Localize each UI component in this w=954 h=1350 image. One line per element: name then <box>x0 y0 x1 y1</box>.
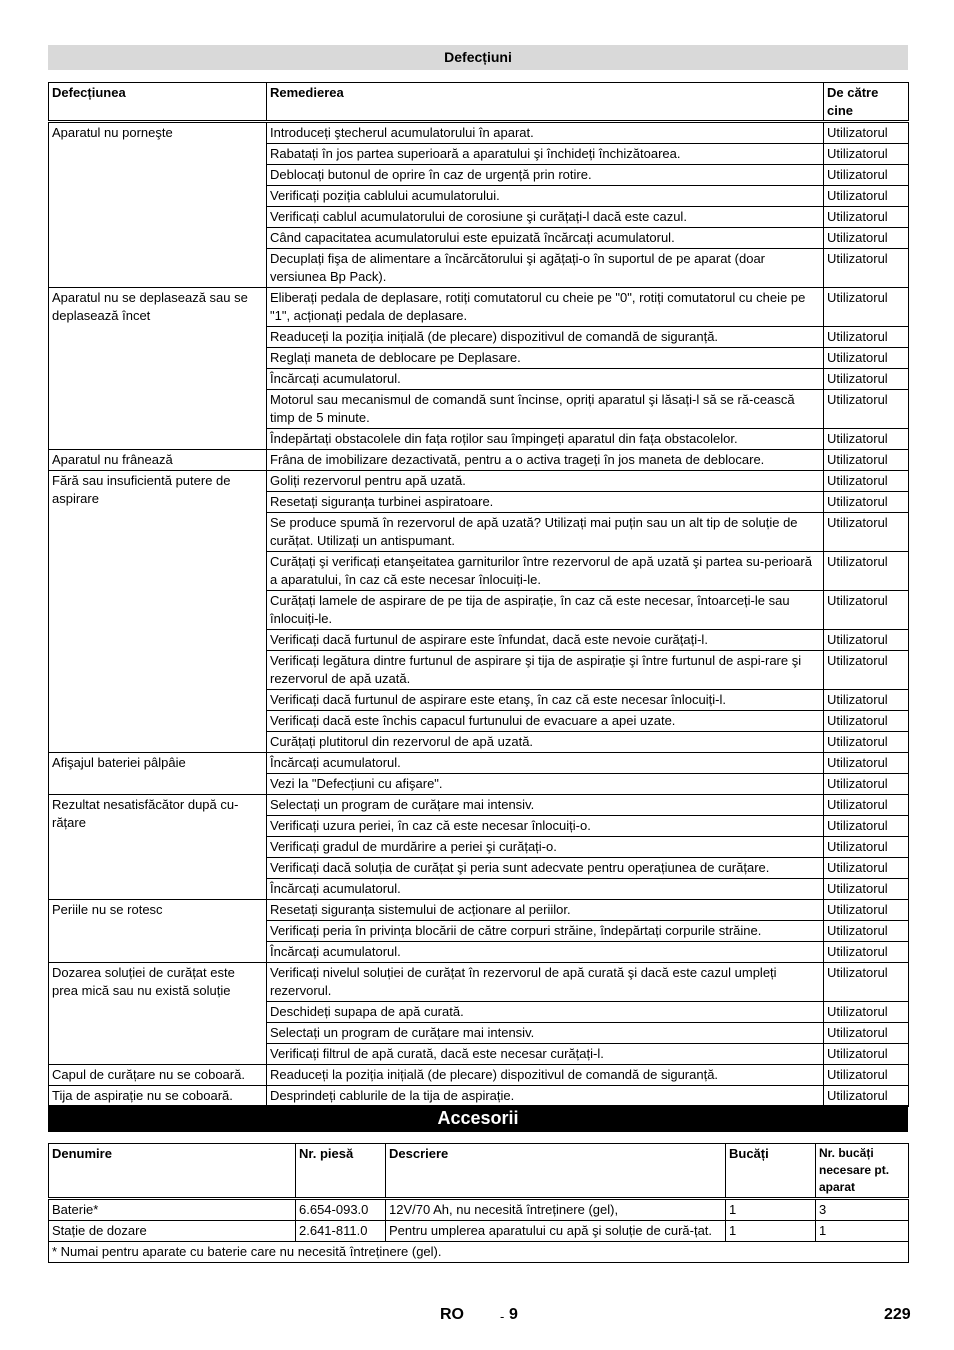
table-row <box>49 1221 909 1242</box>
accessory-cell: 6.654-093.0 <box>296 1199 386 1221</box>
by-whom-cell: Utilizatorul <box>824 795 909 816</box>
remedy-cell: Verificați filtrul de apă curată, dacă este necesar curățați-l. <box>267 1044 824 1065</box>
remedy-cell: Motorul sau mecanismul de comandă sunt încinse, opriți aparatul şi lăsați-l să se ră-cească timp de 5 minute. <box>267 390 824 429</box>
by-whom-cell: Utilizatorul <box>824 513 909 552</box>
by-whom-cell: Utilizatorul <box>824 963 909 1002</box>
by-whom-cell: Utilizatorul <box>824 900 909 921</box>
remedy-cell: Încărcați acumulatorul. <box>267 753 824 774</box>
by-whom-cell: Utilizatorul <box>824 348 909 369</box>
accessory-cell: 3 <box>816 1199 909 1221</box>
remedy-cell: Verificați uzura periei, în caz că este necesar înlocuiți-o. <box>267 816 824 837</box>
footnote: * Numai pentru aparate cu baterie care nu necesită întreținere (gel). <box>49 1242 909 1263</box>
footer-section-page: 9 <box>509 1306 518 1323</box>
footer-page-number: 229 <box>884 1306 911 1323</box>
remedy-cell: Verificați legătura dintre furtunul de aspirare şi tija de aspirație şi între furtunul de aspi-rare şi rezervorul de apă uzată. <box>267 651 824 690</box>
fault-cell: Dozarea soluției de curățat este prea mică sau nu există soluție <box>49 963 267 1065</box>
faults-table <box>48 82 909 1107</box>
header-name: Denumire <box>49 1144 296 1199</box>
by-whom-cell: Utilizatorul <box>824 327 909 348</box>
remedy-cell: Deschideți supapa de apă curată. <box>267 1002 824 1023</box>
accessory-cell: 1 <box>726 1221 816 1242</box>
remedy-cell: Readuceți la poziția inițială (de plecare) dispozitivul de comandă de siguranță. <box>267 327 824 348</box>
faults-body <box>49 122 909 1107</box>
remedy-cell: Frâna de imobilizare dezactivată, pentru a o activa trageți în jos maneta de deblocare. <box>267 450 824 471</box>
by-whom-cell: Utilizatorul <box>824 122 909 144</box>
by-whom-cell: Utilizatorul <box>824 552 909 591</box>
table-row <box>49 122 909 144</box>
by-whom-cell: Utilizatorul <box>824 921 909 942</box>
header-part-no: Nr. piesă <box>296 1144 386 1199</box>
table-row <box>49 795 909 816</box>
remedy-cell: Verificați dacă soluția de curățat şi peria sunt adecvate pentru operațiunea de curățare. <box>267 858 824 879</box>
accessory-cell: Baterie* <box>49 1199 296 1221</box>
accessory-cell: 12V/70 Ah, nu necesită întreținere (gel), <box>386 1199 726 1221</box>
table-row <box>49 288 909 327</box>
by-whom-cell: Utilizatorul <box>824 858 909 879</box>
table-row <box>49 963 909 1002</box>
section-title-accesorii: Accesorii <box>48 1105 908 1132</box>
remedy-cell: Verificați dacă furtunul de aspirare este etanş, în caz că este necesar înlocuiți-l. <box>267 690 824 711</box>
by-whom-cell: Utilizatorul <box>824 1065 909 1086</box>
by-whom-cell: Utilizatorul <box>824 228 909 249</box>
footnote-row <box>49 1242 909 1263</box>
remedy-cell: Selectați un program de curățare mai intensiv. <box>267 795 824 816</box>
by-whom-cell: Utilizatorul <box>824 753 909 774</box>
remedy-cell: Rabatați în jos partea superioară a aparatului şi închideți închizătoarea. <box>267 144 824 165</box>
by-whom-cell: Utilizatorul <box>824 879 909 900</box>
remedy-cell: Vezi la "Defecțiuni cu afişare". <box>267 774 824 795</box>
remedy-cell: Verificați nivelul soluției de curățat în rezervorul de apă curată şi dacă este cazul umpleți rezervorul. <box>267 963 824 1002</box>
header-fault: Defecțiunea <box>49 83 267 122</box>
by-whom-cell: Utilizatorul <box>824 165 909 186</box>
remedy-cell: Resetați siguranța turbinei aspiratoare. <box>267 492 824 513</box>
by-whom-cell: Utilizatorul <box>824 249 909 288</box>
by-whom-cell: Utilizatorul <box>824 1023 909 1044</box>
remedy-cell: Încărcați acumulatorul. <box>267 369 824 390</box>
header-description: Descriere <box>386 1144 726 1199</box>
by-whom-cell: Utilizatorul <box>824 837 909 858</box>
header-pieces: Bucăți <box>726 1144 816 1199</box>
accessories-header-row <box>49 1144 909 1199</box>
by-whom-cell: Utilizatorul <box>824 186 909 207</box>
by-whom-cell: Utilizatorul <box>824 429 909 450</box>
section-title-defectiuni: Defecțiuni <box>48 45 908 70</box>
accessory-cell: Stație de dozare <box>49 1221 296 1242</box>
remedy-cell: Verificați dacă este închis capacul furtunului de evacuare a apei uzate. <box>267 711 824 732</box>
remedy-cell: Eliberați pedala de deplasare, rotiți comutatorul cu cheie pe "0", rotiți comutatorul cu cheie pe "1", acționați pedala de deplasare. <box>267 288 824 327</box>
remedy-cell: Selectați un program de curățare mai intensiv. <box>267 1023 824 1044</box>
table-row <box>49 900 909 921</box>
by-whom-cell: Utilizatorul <box>824 144 909 165</box>
fault-cell: Aparatul nu se deplasează sau se deplasează încet <box>49 288 267 450</box>
table-row <box>49 753 909 774</box>
remedy-cell: Resetați siguranța sistemului de acționare al periilor. <box>267 900 824 921</box>
by-whom-cell: Utilizatorul <box>824 390 909 429</box>
remedy-cell: Curățați şi verificați etanşeitatea garniturilor între rezervorul de apă uzată şi partea su-perioară a aparatului, în caz că este necesar înlocuiți-le. <box>267 552 824 591</box>
remedy-cell: Curățați lamele de aspirare de pe tija de aspirație, în caz că este necesar, întoarceți-le sau înlocuiți-le. <box>267 591 824 630</box>
footer-language: RO <box>440 1306 464 1323</box>
by-whom-cell: Utilizatorul <box>824 630 909 651</box>
by-whom-cell: Utilizatorul <box>824 711 909 732</box>
by-whom-cell: Utilizatorul <box>824 1044 909 1065</box>
fault-cell: Fără sau insuficientă putere de aspirare <box>49 471 267 753</box>
table-row <box>49 471 909 492</box>
remedy-cell: Se produce spumă în rezervorul de apă uzată? Utilizați mai puțin sau un alt tip de soluție de curățat. Utilizați un antispumant. <box>267 513 824 552</box>
by-whom-cell: Utilizatorul <box>824 288 909 327</box>
by-whom-cell: Utilizatorul <box>824 450 909 471</box>
by-whom-cell: Utilizatorul <box>824 1002 909 1023</box>
by-whom-cell: Utilizatorul <box>824 942 909 963</box>
by-whom-cell: Utilizatorul <box>824 207 909 228</box>
remedy-cell: Verificați peria în privința blocării de către corpuri străine, îndepărtați corpurile străine. <box>267 921 824 942</box>
remedy-cell: Îndepărtați obstacolele din fața roților sau împingeți aparatul din fața obstacolelor. <box>267 429 824 450</box>
table-row <box>49 1086 909 1107</box>
fault-cell: Tija de aspirație nu se coboară. <box>49 1086 267 1107</box>
by-whom-cell: Utilizatorul <box>824 732 909 753</box>
remedy-cell: Încărcați acumulatorul. <box>267 942 824 963</box>
table-row <box>49 1065 909 1086</box>
remedy-cell: Verificați poziția cablului acumulatorului. <box>267 186 824 207</box>
table-row <box>49 1199 909 1221</box>
by-whom-cell: Utilizatorul <box>824 774 909 795</box>
accessory-cell: 1 <box>816 1221 909 1242</box>
remedy-cell: Verificați gradul de murdărire a periei şi curățați-o. <box>267 837 824 858</box>
accessory-cell: 2.641-811.0 <box>296 1221 386 1242</box>
by-whom-cell: Utilizatorul <box>824 492 909 513</box>
footer-dash: - <box>500 1309 505 1324</box>
remedy-cell: Verificați dacă furtunul de aspirare este înfundat, dacă este nevoie curățați-l. <box>267 630 824 651</box>
remedy-cell: Deblocați butonul de oprire în caz de urgență prin rotire. <box>267 165 824 186</box>
header-by-whom: De către cine <box>824 83 909 122</box>
accessory-cell: Pentru umplerea aparatului cu apă şi soluție de cură-țat. <box>386 1221 726 1242</box>
header-pieces-required: Nr. bucăți necesare pt. aparat <box>816 1144 909 1199</box>
accessory-cell: 1 <box>726 1199 816 1221</box>
fault-cell: Aparatul nu porneşte <box>49 122 267 288</box>
fault-cell: Rezultat nesatisfăcător după cu-rățare <box>49 795 267 900</box>
by-whom-cell: Utilizatorul <box>824 651 909 690</box>
remedy-cell: Decuplați fişa de alimentare a încărcătorului şi agățați-o în suportul de pe aparat (doar versiunea Bp Pack). <box>267 249 824 288</box>
fault-cell: Afişajul bateriei pâlpâie <box>49 753 267 795</box>
remedy-cell: Introduceți ştecherul acumulatorului în aparat. <box>267 122 824 144</box>
remedy-cell: Verificați cablul acumulatorului de corosiune şi curățați-l dacă este cazul. <box>267 207 824 228</box>
table-row <box>49 450 909 471</box>
remedy-cell: Goliți rezervorul pentru apă uzată. <box>267 471 824 492</box>
faults-header-row <box>49 83 909 122</box>
remedy-cell: Desprindeți cablurile de la tija de aspirație. <box>267 1086 824 1107</box>
by-whom-cell: Utilizatorul <box>824 471 909 492</box>
by-whom-cell: Utilizatorul <box>824 591 909 630</box>
remedy-cell: Reglați maneta de deblocare pe Deplasare. <box>267 348 824 369</box>
fault-cell: Aparatul nu frânează <box>49 450 267 471</box>
accessories-table <box>48 1143 909 1263</box>
header-remedy: Remedierea <box>267 83 824 122</box>
by-whom-cell: Utilizatorul <box>824 690 909 711</box>
by-whom-cell: Utilizatorul <box>824 1086 909 1107</box>
fault-cell: Periile nu se rotesc <box>49 900 267 963</box>
remedy-cell: Când capacitatea acumulatorului este epuizată încărcați acumulatorul. <box>267 228 824 249</box>
fault-cell: Capul de curățare nu se coboară. <box>49 1065 267 1086</box>
by-whom-cell: Utilizatorul <box>824 369 909 390</box>
accessories-body <box>49 1199 909 1263</box>
remedy-cell: Curățați plutitorul din rezervorul de apă uzată. <box>267 732 824 753</box>
remedy-cell: Readuceți la poziția inițială (de plecare) dispozitivul de comandă de siguranță. <box>267 1065 824 1086</box>
by-whom-cell: Utilizatorul <box>824 816 909 837</box>
remedy-cell: Încărcați acumulatorul. <box>267 879 824 900</box>
